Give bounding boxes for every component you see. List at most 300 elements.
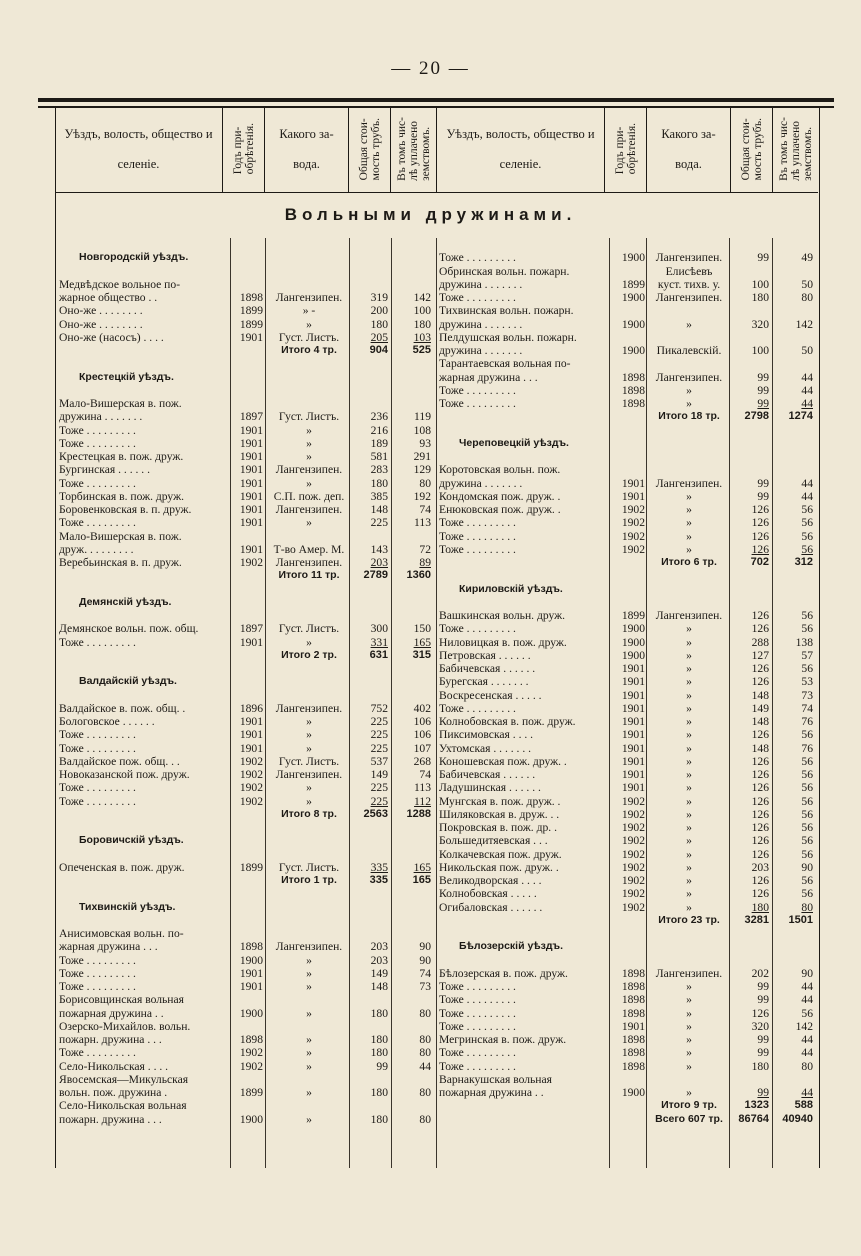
- entry-name: Бѣлозерскій уѣздъ.: [459, 940, 563, 953]
- entry-cost: 335: [370, 860, 388, 874]
- entry-cost: 203: [751, 860, 769, 874]
- entry-cost: 385: [370, 489, 388, 503]
- entry-plant: »: [306, 728, 312, 742]
- entry-cost: 126: [751, 781, 769, 795]
- entry-plant: »: [686, 383, 692, 397]
- entry-plant: »: [306, 980, 312, 993]
- entry-name: дружина . . . . . . .: [439, 476, 523, 490]
- entry-cost: 202: [751, 966, 769, 980]
- entry-cost: 2789: [363, 569, 388, 582]
- table-row: [437, 609, 817, 622]
- entry-cost: 904: [369, 344, 388, 356]
- entry-year: 1902: [621, 887, 645, 901]
- district-heading-row: [437, 940, 817, 953]
- entry-name: пожарная дружина . .: [439, 1086, 544, 1099]
- entry-paid: 44: [801, 1033, 813, 1046]
- entry-cost: 216: [370, 423, 388, 437]
- entry-plant: Итого 11 тр.: [278, 569, 340, 582]
- entry-plant: Лангензипен.: [275, 940, 343, 954]
- table-row: [57, 702, 435, 715]
- entry-paid: 50: [801, 277, 813, 291]
- entry-name: дружина . . . . . . .: [439, 317, 523, 331]
- entry-paid: 525: [412, 344, 431, 356]
- entry-plant: »: [686, 794, 692, 808]
- header-year-left: Годъ при- обрѣтенія.: [223, 106, 265, 192]
- entry-name: Тоже . . . . . . . . .: [59, 953, 136, 967]
- entry-paid: 56: [801, 542, 813, 556]
- entry-plant: »: [306, 423, 312, 437]
- entry-paid: 56: [801, 847, 813, 861]
- total-row: [437, 1099, 817, 1112]
- entry-cost: 189: [370, 436, 388, 450]
- entry-year: 1902: [621, 516, 645, 530]
- entry-year: 1898: [239, 940, 263, 954]
- entry-cost: 180: [370, 1006, 388, 1020]
- entry-name: Валдайское в. пож. общ. .: [59, 701, 186, 715]
- entry-plant: »: [686, 1046, 692, 1060]
- entry-cost: 149: [370, 966, 388, 980]
- entry-plant: »: [686, 529, 692, 543]
- entry-plant: Итого 6 тр.: [661, 556, 717, 568]
- entry-cost: 99: [757, 993, 769, 1007]
- entry-cost: 205: [370, 330, 388, 344]
- table-row: [437, 251, 817, 264]
- entry-year: 1901: [621, 768, 645, 781]
- entry-plant: Итого 23 тр.: [658, 913, 720, 926]
- table-row: [57, 410, 435, 423]
- table-row: [57, 1060, 435, 1073]
- table-row: [57, 861, 435, 874]
- entry-name: Тоже . . . . . . . . .: [59, 1046, 136, 1060]
- entry-name: Бабичевская . . . . . .: [439, 768, 536, 781]
- entry-cost: 143: [370, 542, 388, 556]
- entry-name: Оно-же . . . . . . . .: [59, 317, 143, 331]
- entry-cost: 126: [751, 834, 769, 848]
- entry-cost: 126: [751, 847, 769, 861]
- table-row: [437, 781, 817, 794]
- table-row: [57, 490, 435, 503]
- entry-paid: 107: [413, 741, 431, 755]
- table-row: [437, 1086, 817, 1099]
- entry-paid: 165: [413, 635, 431, 649]
- district-heading-row: [437, 437, 817, 450]
- entry-plant: Лангензипен.: [655, 291, 723, 304]
- table-row: [437, 1073, 817, 1086]
- entry-year: 1902: [239, 768, 263, 781]
- entry-plant: »: [686, 860, 692, 874]
- table-row: [57, 543, 435, 556]
- district-heading-row: [57, 834, 435, 847]
- entry-cost: 300: [370, 622, 388, 636]
- entry-name: Демянскій уѣздъ.: [79, 595, 172, 608]
- entry-year: 1901: [239, 741, 263, 755]
- table-row: [57, 463, 435, 476]
- entry-year: 1898: [621, 1059, 645, 1073]
- table-row: [437, 265, 817, 278]
- entry-name: Явосемская—Микульская: [59, 1072, 189, 1086]
- entry-name: Тоже . . . . . . . . .: [59, 741, 136, 755]
- table-row: [437, 834, 817, 847]
- entry-cost: 126: [751, 754, 769, 768]
- table-row: [57, 331, 435, 344]
- entry-cost: 288: [751, 635, 769, 649]
- entry-name: Мегринская в. пож. друж.: [439, 1033, 567, 1046]
- entry-year: 1898: [239, 291, 263, 304]
- table-row: [57, 768, 435, 781]
- entry-cost: 126: [751, 728, 769, 742]
- entry-plant: »: [306, 966, 312, 980]
- entry-paid: 1288: [406, 807, 431, 820]
- entry-cost: 149: [370, 768, 388, 781]
- entry-year: 1902: [621, 821, 645, 834]
- total-row: [437, 410, 817, 423]
- entry-name: Коношевская пож. друж. .: [439, 754, 567, 768]
- entry-plant: »: [686, 821, 692, 834]
- table-row: [437, 742, 817, 755]
- entry-plant: » -: [302, 304, 316, 318]
- entry-cost: 180: [751, 900, 769, 914]
- entry-plant: »: [686, 900, 692, 914]
- entry-year: 1898: [621, 1006, 645, 1020]
- entry-name: жарная дружина . . .: [59, 940, 158, 954]
- spacer-row: [57, 914, 435, 927]
- entry-cost: 225: [370, 741, 388, 755]
- entry-cost: 3281: [744, 913, 769, 926]
- table-row: [57, 781, 435, 794]
- entry-cost: 331: [370, 635, 388, 649]
- spacer-row: [437, 238, 817, 251]
- entry-paid: 44: [801, 1046, 813, 1060]
- entry-year: 1896: [239, 701, 263, 715]
- table-row: [437, 397, 817, 410]
- entry-paid: 56: [801, 609, 813, 622]
- entry-name: Тоже . . . . . . . . .: [59, 635, 136, 649]
- table-row: [57, 437, 435, 450]
- entry-year: 1898: [621, 383, 645, 397]
- entry-plant: »: [686, 847, 692, 861]
- entry-plant: »: [686, 635, 692, 649]
- entry-plant: Густ. Листъ.: [278, 410, 340, 424]
- table-row: [57, 278, 435, 291]
- entry-paid: 268: [413, 754, 431, 768]
- entry-paid: 100: [413, 304, 431, 318]
- entry-plant: »: [306, 436, 312, 450]
- entry-name: Опеченская в. пож. друж.: [59, 860, 185, 874]
- district-heading-row: [57, 251, 435, 264]
- entry-name: Енюковская пож. друж. .: [439, 503, 561, 516]
- entry-cost: 148: [751, 741, 769, 755]
- entry-plant: »: [686, 715, 692, 728]
- entry-plant: »: [306, 317, 312, 331]
- entry-cost: 537: [370, 754, 388, 768]
- entry-plant: »: [306, 1059, 312, 1073]
- entry-name: Тоже . . . . . . . . .: [439, 383, 516, 397]
- entry-name: Тоже . . . . . . . . .: [439, 1019, 516, 1033]
- entry-plant: »: [686, 834, 692, 848]
- header-plant-right: Какого за- вода.: [647, 106, 731, 192]
- table-row: [57, 1007, 435, 1020]
- table-row: [57, 424, 435, 437]
- entry-paid: 90: [801, 966, 813, 980]
- table-row: [437, 967, 817, 980]
- entry-year: 1901: [239, 715, 263, 728]
- entry-name: Колнобовская в. пож. друж.: [439, 715, 576, 728]
- entry-plant: »: [306, 1086, 312, 1099]
- entry-name: Тихвинская вольн. пожарн.: [439, 304, 574, 318]
- entry-paid: 89: [419, 556, 431, 569]
- spacer-row: [57, 583, 435, 596]
- entry-plant: Т-во Амер. М.: [273, 542, 345, 556]
- entry-cost: 203: [370, 953, 388, 967]
- entry-year: 1901: [239, 476, 263, 490]
- entry-cost: 203: [370, 556, 388, 569]
- entry-cost: 126: [751, 768, 769, 781]
- entry-paid: 44: [801, 476, 813, 490]
- entry-paid: 56: [801, 821, 813, 834]
- entry-name: Тоже . . . . . . . . .: [439, 1006, 516, 1020]
- entry-cost: 225: [370, 516, 388, 530]
- table-row: [437, 463, 817, 476]
- entry-year: 1902: [621, 807, 645, 821]
- entry-name: Бологовское . . . . . .: [59, 715, 155, 728]
- entry-plant: »: [686, 701, 692, 715]
- entry-year: 1901: [621, 662, 645, 675]
- entry-plant: »: [686, 1086, 692, 1099]
- entry-year: 1898: [621, 993, 645, 1007]
- entry-year: 1901: [239, 330, 263, 344]
- entry-plant: »: [686, 728, 692, 742]
- spacer-row: [57, 821, 435, 834]
- table-row: [437, 1060, 817, 1073]
- entry-paid: 44: [801, 383, 813, 397]
- entry-name: вольн. пож. дружина .: [59, 1086, 168, 1099]
- entry-cost: 126: [751, 887, 769, 901]
- entry-year: 1901: [239, 635, 263, 649]
- entry-name: друж. . . . . . . . .: [59, 542, 134, 556]
- spacer-row: [437, 596, 817, 609]
- entry-plant: »: [686, 317, 692, 331]
- entry-name: Тоже . . . . . . . . .: [439, 542, 516, 556]
- entry-plant: Густ. Листъ.: [278, 622, 340, 636]
- entry-cost: 319: [370, 291, 388, 304]
- entry-cost: 126: [751, 503, 769, 516]
- entry-cost: 180: [751, 291, 769, 304]
- entry-paid: 56: [801, 503, 813, 516]
- entry-year: 1902: [621, 529, 645, 543]
- table-row: [437, 768, 817, 781]
- header-year-right: Годъ при- обрѣтенія.: [605, 106, 647, 192]
- entry-plant: куст. тихв. у.: [657, 277, 721, 291]
- entry-plant: Лангензипен.: [275, 503, 343, 516]
- entry-year: 1897: [239, 410, 263, 424]
- entry-name: Валдайскій уѣздъ.: [79, 675, 177, 688]
- right-table-column: [437, 238, 817, 1126]
- page-number: — 20 —: [391, 58, 470, 79]
- entry-year: 1900: [621, 317, 645, 331]
- entry-plant: Густ. Листъ.: [278, 860, 340, 874]
- entry-year: 1902: [621, 900, 645, 914]
- entry-paid: 56: [801, 874, 813, 887]
- entry-name: Веребьинская в. п. друж.: [59, 556, 182, 569]
- entry-cost: 236: [370, 410, 388, 424]
- entry-cost: 99: [757, 383, 769, 397]
- entry-cost: 100: [751, 344, 769, 357]
- table-row: [57, 954, 435, 967]
- entry-plant: »: [306, 476, 312, 490]
- entry-name: Обринская вольн. пожарн.: [439, 264, 570, 278]
- entry-name: жарная дружина . . .: [439, 370, 538, 384]
- table-row: [57, 1113, 435, 1126]
- entry-plant: Лангензипен.: [275, 701, 343, 715]
- entry-paid: 90: [419, 940, 431, 954]
- entry-plant: Лангензипен.: [655, 476, 723, 490]
- entry-cost: 581: [370, 450, 388, 463]
- entry-name: Боровенковская в. п. друж.: [59, 503, 192, 516]
- entry-year: 1902: [239, 754, 263, 768]
- entry-name: Огибаловская . . . . . .: [439, 900, 543, 914]
- entry-plant: »: [686, 688, 692, 702]
- entry-paid: 165: [413, 860, 431, 874]
- entry-plant: »: [686, 980, 692, 993]
- table-row: [57, 1033, 435, 1046]
- entry-plant: »: [686, 768, 692, 781]
- entry-name: Оно-же (насосъ) . . . .: [59, 330, 164, 344]
- entry-paid: 74: [801, 701, 813, 715]
- entry-paid: 49: [801, 251, 813, 265]
- entry-name: Ухтомская . . . . . . .: [439, 741, 532, 755]
- entry-year: 1898: [621, 1046, 645, 1060]
- table-row: [437, 728, 817, 741]
- entry-year: 1901: [239, 966, 263, 980]
- entry-cost: 99: [757, 476, 769, 490]
- table-row: [57, 1020, 435, 1033]
- entry-name: Новоказанской пож. друж.: [59, 768, 190, 781]
- entry-name: Тоже . . . . . . . . .: [439, 291, 516, 304]
- entry-plant: »: [686, 887, 692, 901]
- entry-cost: 180: [370, 1086, 388, 1099]
- table-row: [437, 543, 817, 556]
- entry-paid: 80: [419, 1086, 431, 1099]
- entry-paid: 138: [795, 635, 813, 649]
- entry-year: 1902: [621, 834, 645, 848]
- entry-paid: 112: [414, 794, 431, 808]
- table-row: [437, 1046, 817, 1059]
- entry-name: Петровская . . . . . .: [439, 648, 531, 662]
- table-row: [437, 861, 817, 874]
- entry-plant: Лангензипен.: [655, 966, 723, 980]
- table-row: [437, 649, 817, 662]
- entry-name: Демянское вольн. пож. общ.: [59, 622, 199, 636]
- entry-paid: 113: [414, 516, 431, 530]
- entry-paid: 56: [801, 529, 813, 543]
- entry-year: 1899: [239, 304, 263, 318]
- entry-cost: 320: [751, 317, 769, 331]
- entry-plant: »: [306, 1033, 312, 1046]
- total-row: [57, 874, 435, 887]
- table-row: [57, 622, 435, 635]
- entry-paid: 93: [419, 436, 431, 450]
- total-row: [57, 808, 435, 821]
- table-row: [437, 795, 817, 808]
- total-row: [57, 344, 435, 357]
- entry-cost: 2798: [744, 410, 769, 423]
- entry-paid: 142: [795, 1019, 813, 1033]
- table-row: [437, 318, 817, 331]
- entry-paid: 76: [801, 741, 813, 755]
- entry-name: Село-Никольская . . . .: [59, 1059, 169, 1073]
- entry-name: Борисовщинская вольная: [59, 993, 184, 1007]
- entry-paid: 119: [414, 410, 431, 424]
- header-district-left: Уѣздъ, волость, общество и селеніе.: [55, 106, 223, 192]
- entry-paid: 90: [419, 953, 431, 967]
- table-row: [437, 689, 817, 702]
- entry-name: Большедитяевская . . .: [439, 834, 548, 848]
- entry-plant: Лангензипен.: [655, 609, 723, 622]
- spacer-row: [57, 265, 435, 278]
- entry-paid: 113: [414, 781, 431, 795]
- entry-name: дружина . . . . . . .: [59, 410, 143, 424]
- entry-name: Валдайское пож. общ. . .: [59, 754, 180, 768]
- entry-year: 1901: [239, 463, 263, 477]
- entry-name: пожарная дружина . .: [59, 1006, 164, 1020]
- entry-paid: 56: [801, 768, 813, 781]
- entry-paid: 53: [801, 675, 813, 689]
- entry-paid: 76: [801, 715, 813, 728]
- entry-year: 1898: [621, 966, 645, 980]
- entry-year: 1901: [239, 980, 263, 993]
- entry-paid: 588: [794, 1099, 813, 1112]
- header-cost-right: Общая стои- мость трубъ.: [731, 106, 773, 192]
- entry-plant: »: [306, 741, 312, 755]
- table-row: [57, 993, 435, 1006]
- entry-plant: »: [686, 516, 692, 530]
- entry-paid: 129: [413, 463, 431, 477]
- entry-name: Коротовская вольн. пож.: [439, 463, 561, 477]
- entry-paid: 150: [413, 622, 431, 636]
- entry-year: 1901: [621, 1019, 645, 1033]
- entry-paid: 56: [801, 794, 813, 808]
- entry-paid: 73: [801, 688, 813, 702]
- entry-year: 1902: [239, 794, 263, 808]
- entry-name: Крестецкій уѣздъ.: [79, 370, 174, 383]
- table-row: [57, 1099, 435, 1112]
- entry-plant: »: [306, 1006, 312, 1020]
- entry-plant: »: [686, 1059, 692, 1073]
- entry-plant: »: [686, 807, 692, 821]
- entry-cost: 225: [370, 715, 388, 728]
- entry-cost: 99: [757, 489, 769, 503]
- entry-paid: 312: [794, 556, 813, 568]
- entry-cost: 148: [370, 980, 388, 993]
- entry-name: Тоже . . . . . . . . .: [439, 993, 516, 1007]
- entry-paid: 80: [801, 291, 813, 304]
- total-row: [437, 556, 817, 569]
- table-row: [57, 636, 435, 649]
- entry-year: 1901: [621, 675, 645, 689]
- table-row: [437, 278, 817, 291]
- entry-cost: 203: [370, 940, 388, 954]
- entry-name: Череповецкій уѣздъ.: [459, 436, 569, 449]
- table-row: [57, 556, 435, 569]
- entry-name: Кириловскій уѣздъ.: [459, 582, 563, 595]
- table-row: [57, 980, 435, 993]
- entry-plant: »: [686, 489, 692, 503]
- entry-cost: 126: [751, 675, 769, 689]
- entry-plant: Лангензипен.: [275, 768, 343, 781]
- table-row: [437, 821, 817, 834]
- spacer-row: [57, 384, 435, 397]
- table-row: [437, 530, 817, 543]
